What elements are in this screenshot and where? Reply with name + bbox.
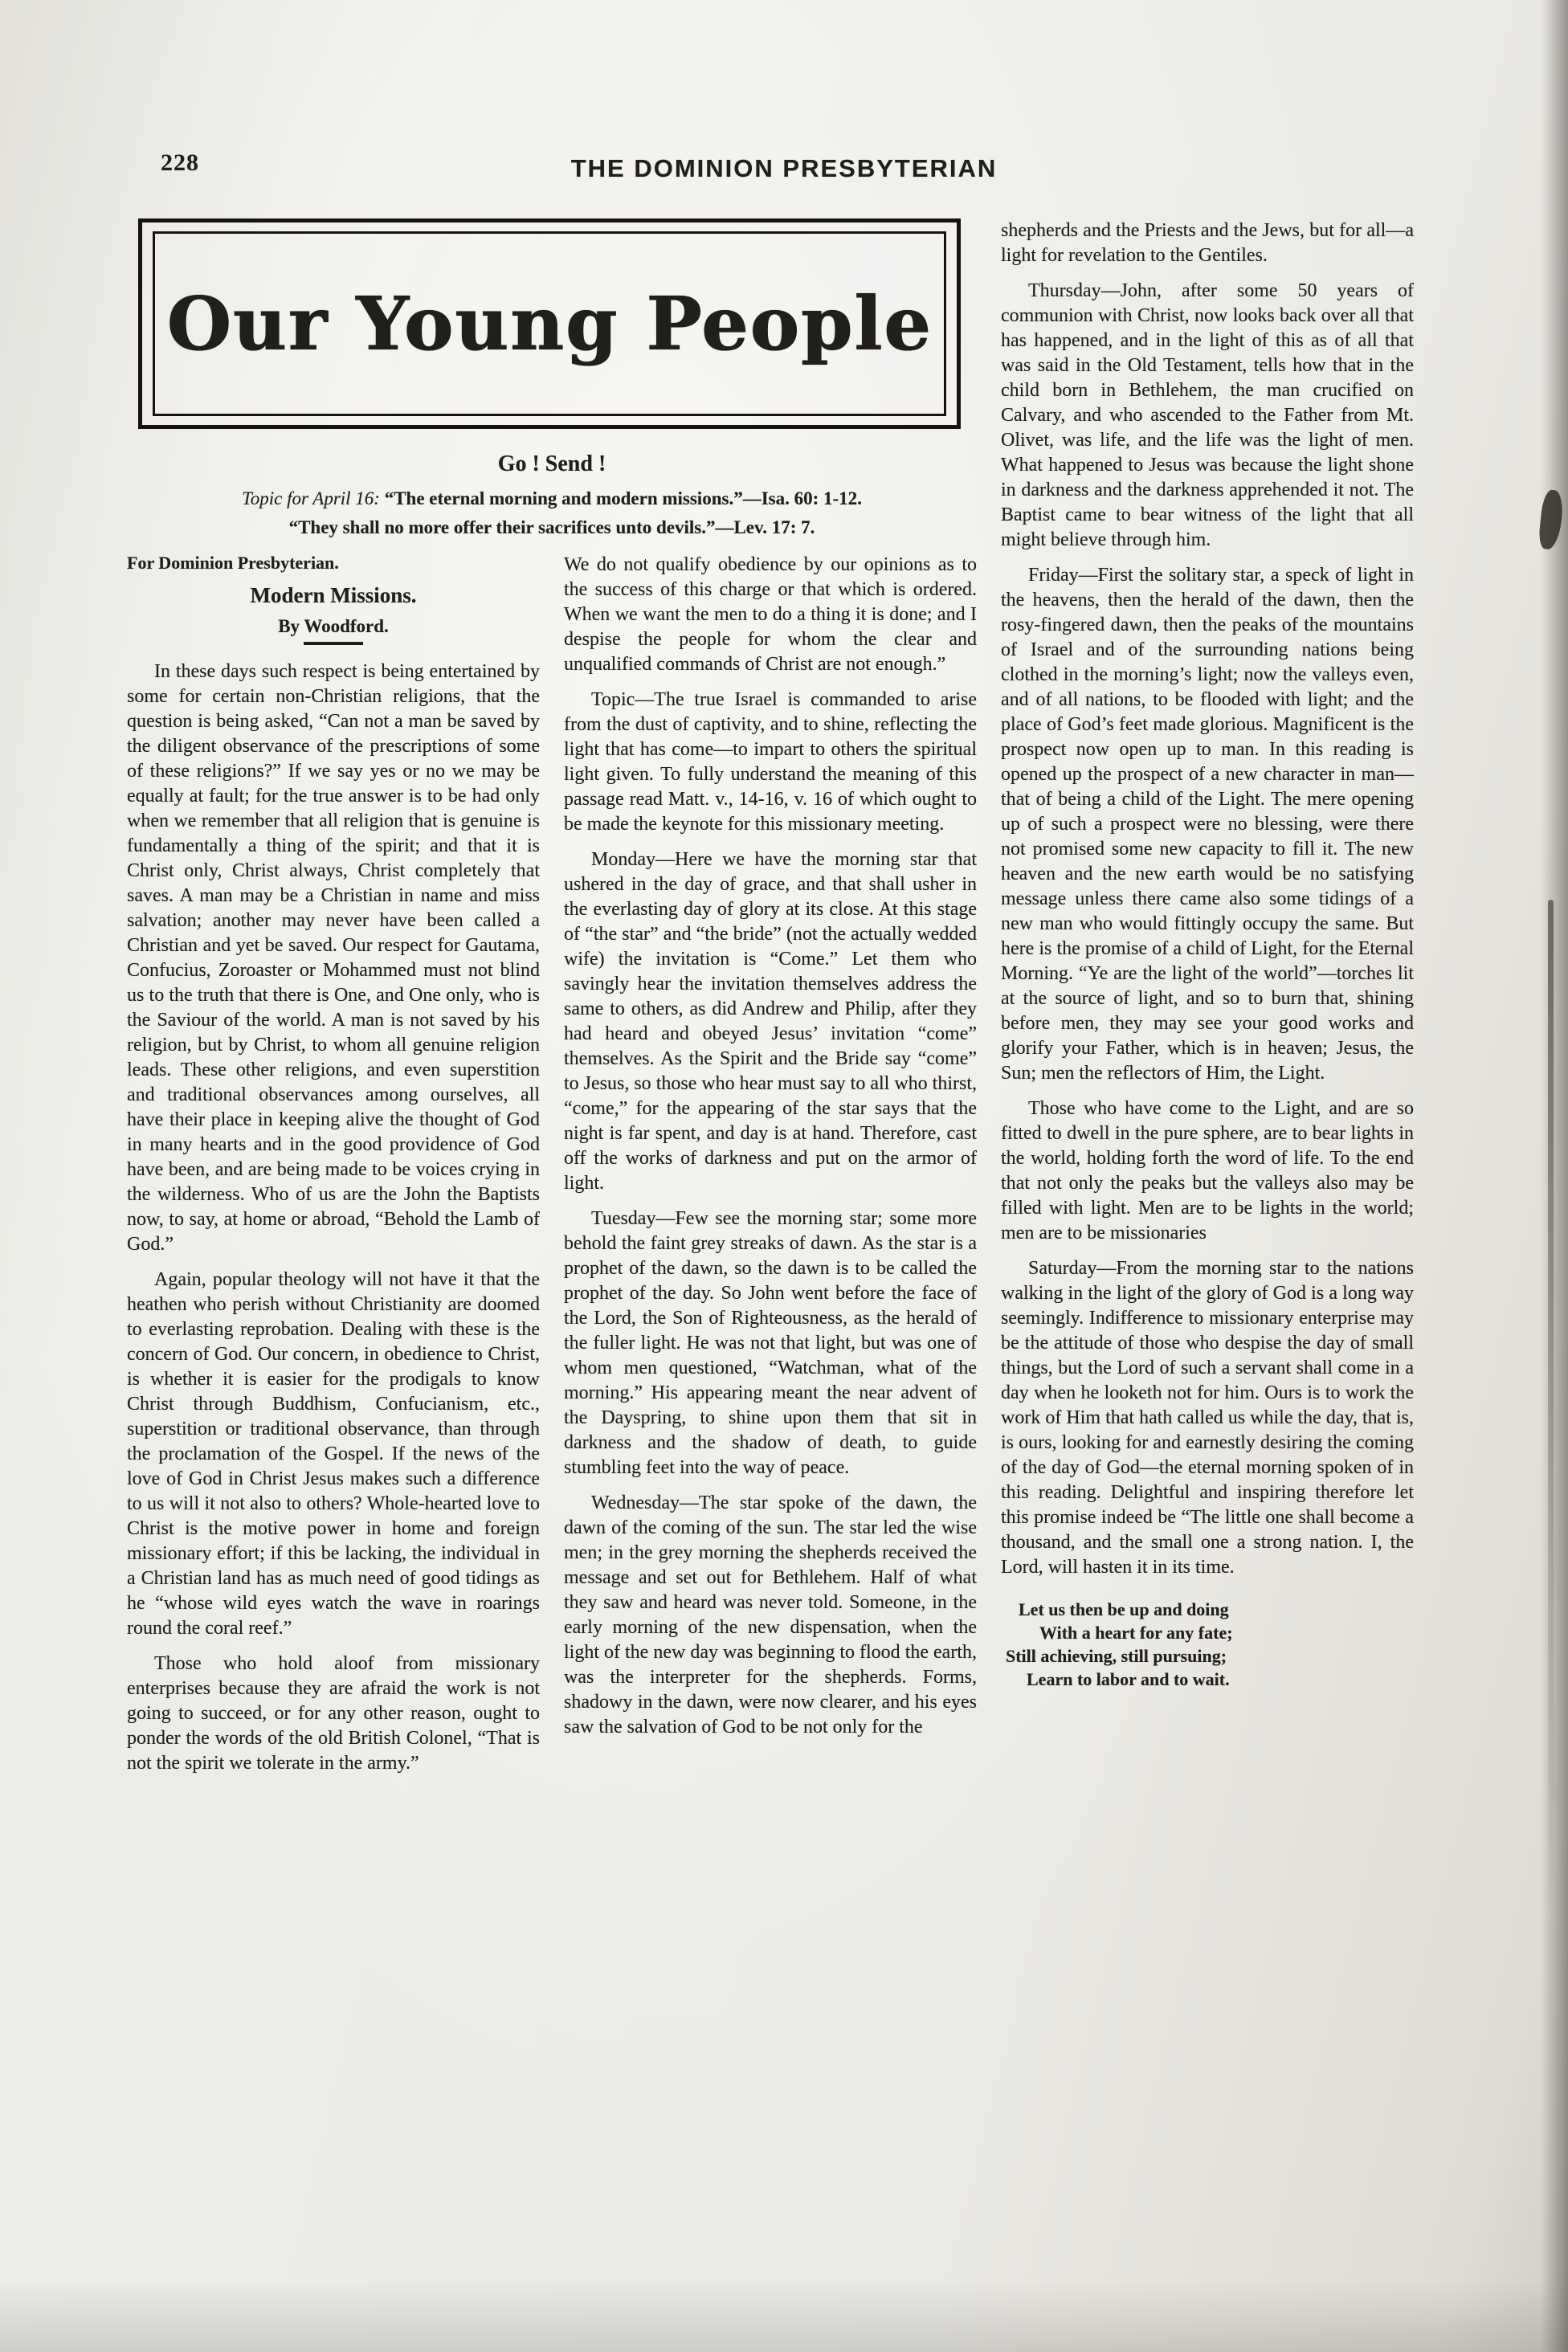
paragraph: Topic—The true Israel is commanded to arise from the dust of captivity, and to shine, reflecting the light that has come—to impart to others the spiritual light given. To fully understand the meaning of this passage read Matt. v., 14-16, v. 16 of which ought to be made the keynote for this missionary meeting. xyxy=(564,689,977,835)
paragraph: Those who hold aloof from missionary enterprises because they are afraid the work is not going to succeed, or for any other reason, ought to ponder the words of the old British Colonel, “That is not the spirit we tolerate in the army.” xyxy=(127,1653,540,1774)
feature-box xyxy=(138,218,961,429)
ink-streak xyxy=(1548,900,1554,1912)
paragraph: Tuesday—Few see the morning star; some more behold the faint grey streaks of dawn. As the star is a prophet of the dawn, so the dawn is to be called the prophet of the day. So John went before the face of the Lord, the Son of Righteousness, as the herald of the fuller light. He was not that light, but was one of whom men questioned, “Watchman, what of the morning.” His appearing meant the near advent of the Dayspring, to shine upon them that sit in darkness and the shadow of death, to guide stumbling feet into the way of peace. xyxy=(564,1208,977,1478)
paragraph: In these days such respect is being entertained by some for certain non-Christian religions, that the question is being asked, “Can not a man be saved by the diligent observance of the prescriptions of some of these religions?” If we say yes or no we may be equally at fault; for the true answer is to be had only when we remember that all religion that is genuine is fundamentally a thing of the spirit; and that it is Christ only, Christ always, Christ completely that saves. A man may be a Christian in name and miss salvation; another may never have been called a Christian and yet be saved. Our respect for Gautama, Confucius, Zoroaster or Mohammed must not blind us to the truth that there is One, and One only, who is the Saviour of the world. A man is not saved by his religion, but by Christ, to whom all genuine religion leads. These other religions, and even superstition and traditional observances among ourselves, all have their place in keeping alive the thought of God in many hearts and in the good providence of God have been, and are being made to be voices crying in the wilderness. Who of us are the John the Baptists now, to say, at home or abroad, “Behold the Lamb of God.” xyxy=(127,661,540,1255)
two-column-area xyxy=(127,553,977,1786)
left-section xyxy=(127,218,977,1786)
feature-box-inner-border xyxy=(153,231,946,416)
page-header xyxy=(0,0,1568,201)
closing-poem xyxy=(1001,1598,1414,1691)
paragraph: Wednesday—The star spoke of the dawn, the dawn of the coming of the sun. The star led the wise men; in the grey morning the shepherds received the message and set out for Bethlehem. Half of what they saw and heard was never told. Someone, in the early morning of the new dispensation, when the light of the new day was beginning to flood the earth, was the interpreter for the shepherds. Forms, shadowy in the dawn, were now clearer, and his eyes saw the salvation of God to be not only for the xyxy=(564,1492,977,1737)
topic-line xyxy=(127,488,977,509)
section-box-title: Our Young People xyxy=(166,280,933,367)
topic-label: Topic for April 16: xyxy=(242,488,380,508)
scan-edge-shadow xyxy=(1541,0,1568,2352)
article-title: Modern Missions. xyxy=(250,583,417,607)
paragraph: Saturday—From the morning star to the nations walking in the light of the glory of God is a long way seemingly. Indifference to missionary enterprise may be the attitude of those who despise the day of small things, but the Lord of such a servant shall come in a day when he looketh not for him. Ours is to work the work of Him that hath called us while the day, that is, is ours, looking for and earnestly desiring the coming of the day of God—the eternal morning spoken of in this reading. Delightful and inspiring therefore let this promise indeed be “The little one shall become a thousand, and the small one a strong nation. I, the Lord, will hasten it in its time. xyxy=(1001,1258,1414,1578)
column-1-body xyxy=(127,659,540,1776)
paragraph: Thursday—John, after some 50 years of communion with Christ, now looks back over all that has happened, and in the light of this as of all that was said in the Old Testament, tells how that in the child born in Bethlehem, the man crucified on Calvary, and who ascended to the Father from Mt. Olivet, was life, and the life was the light of men. What happened to Jesus was because the light shone in darkness and the darkness apprehended it not. The Baptist came to bear witness of the light that all might believe through him. xyxy=(1001,280,1414,550)
poem-line: With a heart for any fate; xyxy=(1039,1623,1233,1643)
column-2-body xyxy=(564,553,977,1740)
section-heading: Go ! Send ! xyxy=(497,451,606,476)
paragraph: shepherds and the Priests and the Jews, but for all—a light for revelation to the Gentiles. xyxy=(1001,220,1414,266)
paragraph: Friday—First the solitary star, a speck of light in the heavens, then the herald of the dawn, then the rosy-fingered dawn, then the peaks of the mountains of Israel and of the surrounding nations being clothed in the morning’s light; now the valleys even, and of all nations, to be flooded with light; and the place of God’s feet made glorious. Magnificent is the prospect now open up to man. In this reading is opened up the prospect of a new character in man—that of being a child of the Light. The mere opening up of such a prospect were no blessing, were there not promised some new capacity to fill it. The new heaven and the new earth would be no satisfying message unless there came also some tidings of a new man who would fittingly occupy the same. But here is the promise of a child of Light, for the Eternal Morning. “Ye are the light of the world”—torches lit at the source of light, and so to burn that, shining before men, they may see your good works and glorify your Father, which is in heaven; Jesus, the Sun; men the reflectors of Him, the Light. xyxy=(1001,565,1414,1084)
credit-line: For Dominion Presbyterian. xyxy=(127,553,339,573)
bottom-fold-shadow xyxy=(0,2280,1568,2352)
byline: By Woodford. xyxy=(278,616,389,636)
poem-line: Still achieving, still pursuing; xyxy=(1006,1646,1227,1666)
scripture-line: “They shall no more offer their sacrifices unto devils.”—Lev. 17: 7. xyxy=(288,517,815,537)
byline-rule xyxy=(304,642,363,645)
paragraph: We do not qualify obedience by our opinions as to the success of this charge or that which is ordered. When we want the men to do a thing it is done; and I despise the people for whom the clear and unqualified commands of Christ are not enough.” xyxy=(564,554,977,675)
topic-text: “The eternal morning and modern missions.”—Isa. 60: 1-12. xyxy=(384,488,862,508)
column-2 xyxy=(564,553,977,1786)
column-3-body xyxy=(1001,218,1414,1580)
poem-line: Learn to labor and to wait. xyxy=(1027,1669,1230,1689)
page-content xyxy=(0,218,1568,1786)
page-number: 228 xyxy=(161,149,199,176)
poem-line: Let us then be up and doing xyxy=(1019,1599,1229,1619)
paragraph: Again, popular theology will not have it that the heathen who perish without Christianity are doomed to everlasting reprobation. Dealing with these is the concern of God. Our concern, in obedience to Christ, is whether it is easier for the prodigals to know Christ through Buddhism, Confucianism, etc., superstition or traditional observance, than through the proclamation of the Gospel. If the news of the love of God in Christ Jesus makes such a difference to us will it not also to others? Whole-hearted love to Christ is the motive power in home and foreign missionary effort; if this be lacking, the individual in a Christian land has as much need of good tidings as he “whose wild eyes watch the wave in roarings round the coral reef.” xyxy=(127,1269,540,1639)
paragraph: Monday—Here we have the morning star that ushered in the day of grace, and that shall usher in the everlasting day of glory at its close. At this stage of “the star” and “the bride” (not the actually wedded wife) the invitation is “Come.” Let them who savingly hear the invitation themselves address the same to others, as did Andrew and Philip, after they had heard and obeyed Jesus’ invitation “come” themselves. As the Spirit and the Bride say “come” to Jesus, so those who hear must say to all who thirst, “come,” for the appearing of the star says that the night is far spent, and day is at hand. Therefore, cast off the works of darkness and put on the armor of light. xyxy=(564,849,977,1194)
masthead-title: THE DOMINION PRESBYTERIAN xyxy=(570,154,998,182)
column-3 xyxy=(1001,218,1414,1786)
paragraph: Those who have come to the Light, and are so fitted to dwell in the pure sphere, are to bear lights in the world, holding forth the word of life. To the end that not only the peaks but the valleys also may be filled with light. Men are to be lights in the world; men are to be missionaries xyxy=(1001,1098,1414,1243)
column-1 xyxy=(127,553,540,1786)
